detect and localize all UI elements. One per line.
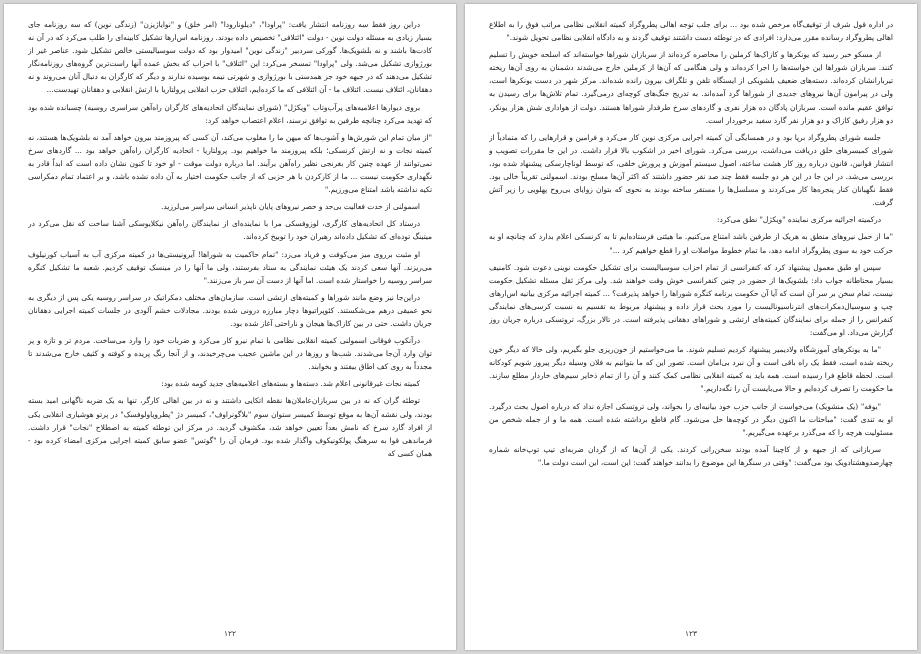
paragraph: درستاد کل اتحادیه‌های کارگری، لوزوفسکی مرا با نماینده‌ای از نمایندگان راه‌آهن نیکلایوسکی آشنا ساخت که نقل می‌کرد در میتینگ توده‌ای که تشکیل داده‌اند رهبران خود را توبیخ کرده‌اند. xyxy=(28,219,432,242)
paragraph: در اداره قول شرف از توقیف‌گاه مرخص شده بود ... برای جلب توجه اهالی پطروگراد کمیته انقلابی نظامی مراتب فوق را به اطلاع اهالی پطروگراد رسانده مقرر می‌دارد: افرادی که در توطئه دست داشتند توقیف گردند و به دادگاه انقلابی نظامی تحویل شوند." xyxy=(489,20,893,43)
left-page xyxy=(4,4,456,650)
paragraph: "یوفه" (یک منشویک) می‌خواست از جانب حزب خود بیانیه‌ای را بخواند، ولی تروتسکی اجازه نداد که درباره اصول بحث درگیرد. او به تندی گفت: "مباحثات ما اکنون دیگر در کوچه‌ها حل می‌شود. گام قاطع برداشته شده است. همه ما و از جمله شخص من مسئولیت هرچه را که می‌گذرد برعهده می‌گیریم." xyxy=(489,401,893,437)
paragraph: سپس او طبق معمول پیشنهاد کرد که کنفرانسی از تمام احزاب سوسیالیست برای تشکیل حکومت نوینی دعوت شود. کامنیف بسیار محتاطانه جواب داد: بلشویک‌ها از حضور در چنین کنفرانسی خوش وقت خواهند شد. ولی مرکز ثقل مسئله تشکیل حکومت نیست، تمام سخن بر سر آن است که آیا آن حکومت برنامه کنگره شوراها را خواهد پذیرفت؟ ... کمیته اجرائیه مرکزی بیانیه اس‌ارهای چپ و سوسیال‌دمکرات‌های انترناسیونالیست را مورد بحث قرار داده و پیشنهاد مربوط به تقسیم به نسبت کرسی‌های نمایندگی کنفرانس را از جمله برای نمایندگان کمیته‌های ارتشی و شوراهای دهقانی پذیرفته است. در تالار بزرگ، تروتسکی درباره جریان روز گزارش می‌داد. او می‌گفت: xyxy=(489,262,893,338)
paragraph: جلسه شورای پطروگراد برپا بود و در همسایگی آن کمیته اجرایی مرکزی نوین کار می‌کرد و فرامین و قرارهایی را که متمادیاً از شورای کمیسرهای خلق دریافت می‌داشت، بررسی می‌کرد. شورای اخیر در اشکوب بالا قرار داشت. در این جا مقررات تصویب و انتشار قوانین، قانون درباره روز کار هشت ساعته، اصول سیستم آموزش و پرورش خلقی، که توسط لوناچارسکی پیشنهاد شده بود، بررسی می‌شد. در این جا در این هر دو جلسه فقط چند صد نفر حضور داشتند که اکثر آن‌ها مسلح بودند. اسمولنی تقریباً خالی بود. فقط نگهبانان کنار پنجره‌ها کار می‌کردند و مسلسل‌ها را مستقر ساخته بودند به نحوی که بتوان زوایای بی‌روح پهلویی را زیر آتش گرفت. xyxy=(489,132,893,208)
paragraph: "از میان تمام این شورش‌ها و آشوب‌ها که میهن ما را مغلوب می‌کند، آن کسی که پیروزمند بیرون خواهد آمد نه بلشویک‌ها هستند، نه کمیته نجات و نه ارتش کرنسکی؛ بلکه پیروزمند ما خواهیم بود. پرولتاریا - اتحادیه کارگران راه‌آهن خواهد بود ... گاردهای سرخ نمی‌توانند از عهده چنین کار بغرنجی نظیر راه‌آهن برآیند. اما درباره دولت موقت - او خود تا کنون نشان داده است که ابداً قادر به نگهداری حکومت نیست ... ما از کارکردن با هر حزبی که از جانب حکومت اختیار به آن داده نشده باشد، و بر اعتماد تمام دمکراسی تکیه نداشته باشد امتناع می‌ورزیم." xyxy=(28,132,432,195)
paragraph: از مسکو خبر رسید که یونکرها و کازاک‌ها کرملین را محاصره کرده‌اند از سربازان شوراها خواسته‌اند که اسلحه خویش را تسلیم کنند. سربازان شوراها این خواسته‌ها را اجرا کرده‌اند و ولی هنگامی که آن‌ها از کرملین خارج می‌شدند دشمنان به روی آن‌ها ریخته تیربارانشان کرده‌اند. دسته‌های ضعیف بلشویکی از ایستگاه تلفن و تلگراف بیرون رانده شده‌اند. مرکز شهر در دست یونکرها است، ولی در پیرامون آن‌ها نیروهای جدیدی از شوراها گرد آمده‌اند. به تدریج جنگ‌های کوچه‌ای درمی‌گیرد. تمام تلاش‌ها برای رسیدن به توافق عقیم مانده است. سربازان پادگان ده هزار نفری و گاردهای سرخ طرفدار شوراها هستند. دولت از هواداری شش هزار یونکر، دو هزار رفیق کازاک و دو هزار نفر گارد سفید برخوردار است. xyxy=(489,50,893,125)
right-page xyxy=(465,4,917,650)
left-page-text xyxy=(28,18,432,622)
paragraph: درآنکوب فوقانی اسمولنی کمیته انقلابی نظامی با تمام نیرو کار می‌کرد و ضربات خود را وارد می‌ساخت. مردم تر و تازه و پر توان وارد آن‌جا می‌شدند. شب‌ها و روزها در این ماشین عجیب می‌چرخیدند، و از آنجا رنگ پریده و کوفته و کثیف خارج می‌شدند تا مجدداً به روی کف اطاق بیفتند و بخوابند. xyxy=(28,336,432,372)
paragraph: توطئه گران که نه در بین سربازان‌عاملان‌ها نقطه اتکایی داشتند و نه در بین اهالی کارگر، تنها به یک ضربه ناگهانی امید بسته بودند، ولی نقشه آن‌ها به موقع توسط کمیسر ستوان سوم "بلاگونراوف"، کمیسر دژ "پطروپاولوفسک" در پرتو هوشیاری انقلابی یکی از افراد گارد سرخ که نامش بعداً تعیین خواهد شد، مکشوف گردید. در مرکز این توطئه کمیته به اصطلاح "نجات" قرار داشت. فرماندهی قوا به سرهنگ پولکونیکوف واگذار شده بود. فرمان آن را "گوتس" عضو سابق کمیته اجرایی مرکزی امضاء کرده بود - همان کسی که xyxy=(28,396,432,458)
paragraph: کمیته نجات غیرقانونی اعلام شد. دسته‌ها و بسته‌های اعلامیه‌های جدید کومه شده بود: xyxy=(161,379,420,389)
paragraph: او مثبت برروی میز می‌کوفت و فریاد می‌زد: "تمام حاکمیت به شوراها! آیرونیستی‌ها در کمیته مرکزی آب به آسیاب کورنیلوف می‌ریزند. آنها سعی کردند یک هیئت نمایندگی به ستاد بفرستند، ولی ما آنها را در مینسک توقیف کردیم. شعبه ما تشکیل کنگره سراسر روسیه را خواستار شده است. اما آنها از دست آن سر باز می‌زنند." xyxy=(28,249,432,285)
paragraph: دراین روز فقط سه روزنامه انتشار یافت: "پراودا"، "دیلونارودا" (امر خلق) و "نوایاژیزن" (زندگی نوین) که سه روزنامه جای بسیار زیادی به مسئله دولت نوین - دولت "ائتلافی" تخصیص داده بودند. روزنامه اس‌ارها تشکیل کابینه‌ای را طلب می‌کرد که در آن نه کادت‌ها باشند و نه بلشویک‌ها. گورکی سردبیر "زندگی نوین" امیدوار بود که دولت سوسیالیستی خالص تشکیل شود. عناصر غیر از بورژوازی تشکیل می‌شد. ولی "پراودا" تمسخر می‌کرد: این "ائتلاف" با احزاب که بخش عمده آنها راست‌ترین گروه‌های روزنامه‌نگار تشکیل می‌دهند که در جبهه خود جز همدستی با بورژوازی و شهرتی نیمه بوسیده ندارند و دیگر که کارگران به دنبال آنان می‌روند و نه دهقانان، ائتلاف نیست. ائتلاف ما - آن ائتلافی که ما کرده‌ایم، ائتلاف حزب انقلابی پرولتاریا با ارتش انقلابی و دهقانان تهیدست... xyxy=(28,20,432,95)
right-page-text xyxy=(489,18,893,622)
page-number: ۱۲۳ xyxy=(684,629,698,638)
paragraph: اسمولنی از حدت فعالیت بی‌حد و حصر نیروهای پایان ناپذیر انسانی سراسر می‌لرزید. xyxy=(161,202,420,212)
paragraph: درکمیته اجرائیه مرکزی نماینده "ویکژل" نطق می‌کرد: xyxy=(717,215,881,225)
paragraph: سربازانی که از جبهه و از کاچینا آمده بودند سخن‌رانی کردند. یکی از آن‌ها که از گردان ضربه‌ای تیپ توپ‌خانه شماره چهارصدوهشتادویک بود می‌گفت: "وقتی در سنگرها این موضوع را بدانند خواهند گفت: این است، این است دولت ما." xyxy=(489,444,893,467)
paragraph: "ما به یونکرهای آموزشگاه ولادیمیر پیشنهاد کردیم تسلیم شوند. ما می‌خواستیم از خون‌ریزی جلو بگیریم، ولی حالا که دیگر خون ریخته شده است، فقط یک راه باقی است و آن نبرد بی‌امان است. تصور این که ما بتوانیم به فلان وسیله دیگر پیروز شویم کودکانه است. لحظه قاطع فرا رسیده است. همه باید به کمیته انقلابی نظامی کمک کنند و آن را از تمام ذخایر سیم‌های خاردار مطلع سازند. ما حکومت را تصرف کرده‌ایم و حالا می‌بایست آن را نگه‌داریم." xyxy=(489,345,893,394)
paragraph: "ما از حمل نیروهای منطق به هریک از طرفین باشد امتناع می‌کنیم. ما هیئتی فرستاده‌ایم تا به کرنسکی اعلام بدارد که چنانچه او به حرکت خود به سوی پطروگراد ادامه دهد، ما تمام خطوط مواصلات او را قطع خواهیم کرد ..." xyxy=(489,232,893,255)
paragraph: دراین‌جا نیز وضع مانند شوراها و کمیته‌های ارتشی است. سازمان‌های مختلف دمکراتیک در سراسر روسیه یکی پس از دیگری به نحو عمیقی درهم می‌شکستند. کئوپراتیوها دچار مبارزه درونی شده بودند. مجادلات خشم آلودی در جلسات کمیته اجرایی دهقانان جریان داشت. حتی در بین کازاک‌ها هیجان و ناراحتی آغاز شده بود. xyxy=(28,292,432,328)
paragraph: بروی دیوارها اعلامیه‌های پرآب‌وتاب "ویکژل" (شورای نمایندگان اتحادیه‌های کارگران راه‌آهن سراسری روسیه) چسبانده شده بود که تهدید می‌کرد چنانچه طرفین به توافق نرسند، اعلام اعتصاب خواهد کرد: xyxy=(28,102,432,125)
page-number: ۱۲۲ xyxy=(223,629,237,638)
